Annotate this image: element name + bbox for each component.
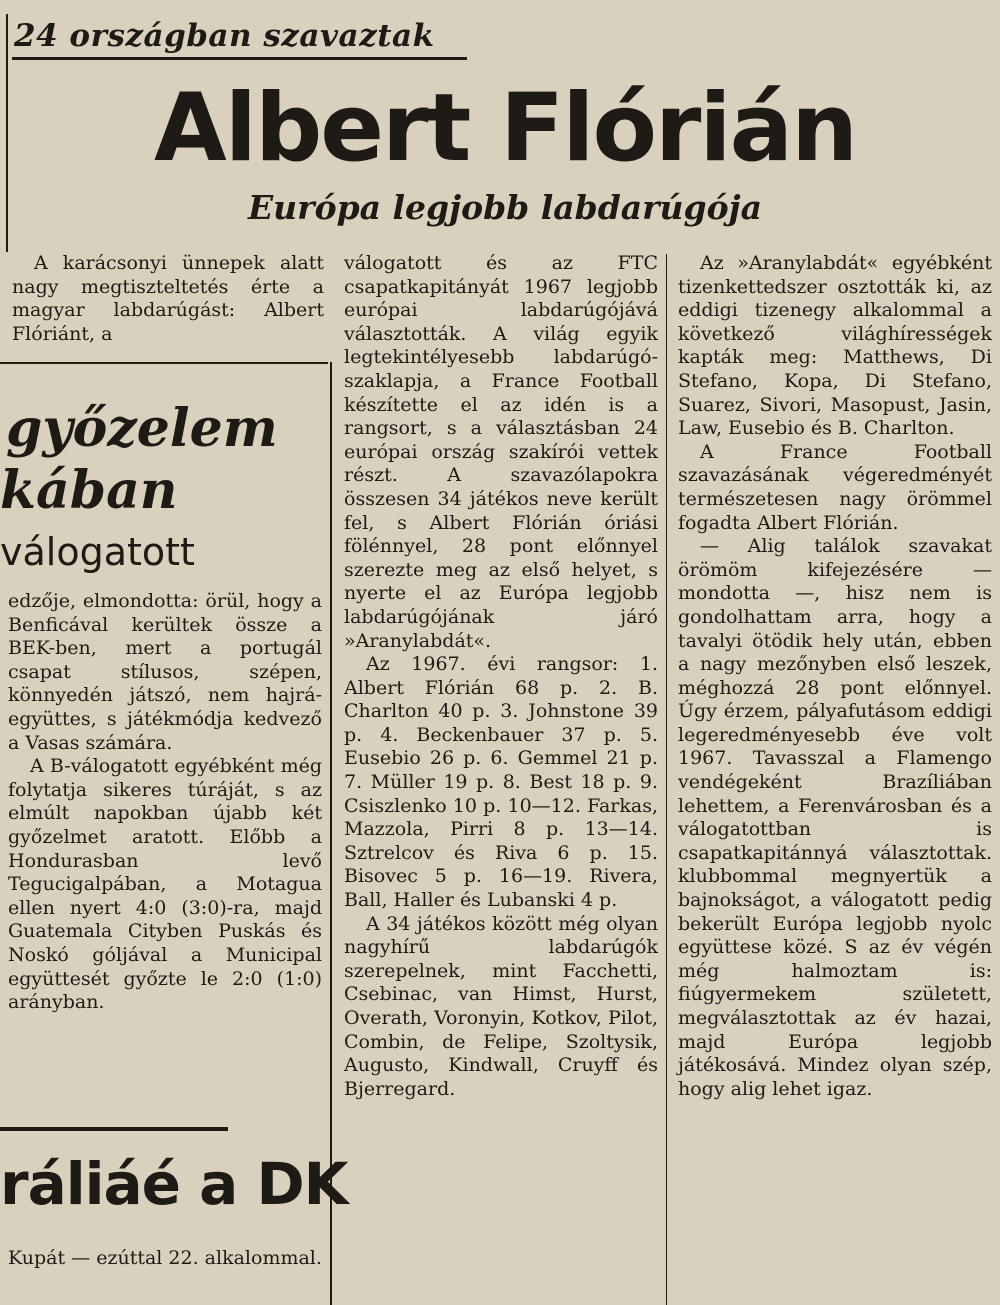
kicker-underline	[12, 57, 467, 60]
sidebar-subheading: válogatott	[0, 530, 195, 574]
intro-paragraph: A karácsonyi ünnepek alatt nagy megtiszteltetés érte a magyar labdarúgást: Albert Flóriánt, a	[12, 252, 324, 345]
sidebar-paragraph: A B-válogatott egyébként még folytatja sikeres túráját, s az elmúlt napokban újabb két győzelmet aratott. Előbb a Hondurasban levő Tegucigalpában, a Motagua ellen nyert 4:0 (3:0)-ra, majd Guatemala Cityben Puskás és Noskó góljával a Municipal együttesét győzte le 2:0 (1:0) arányban.	[8, 755, 322, 1014]
article-left-border	[6, 14, 8, 252]
kicker-headline: 24 országban szavaztak	[14, 18, 435, 54]
right-paragraph: — Alig találok szavakat örömöm kifejezésére — mondotta —, hisz nem is gondolhattam arra, hogy a tavalyi ötödik hely után, ebben a nagy mezőnyben első leszek, méghozzá 28 pont előnnyel. Úgy érzem, pályafutásom eddigi legeredményesebb éve volt 1967. Tavasszal a Flamengo vendégeként Brazíliában lehettem, a Ferenvárosban és a válogatottban is csapatkapitánnyá választottak. klubbommal megnyertük a bajnokságot, a válogatott pedig bekerült Európa legjobb nyolc együttese közé. S az év végén még halmoztam is: fiúgyermekem született, megválasztottak az év hazai, majd Európa legjobb játékosává. Mindez olyan szép, hogy alig lehet igaz.	[678, 535, 992, 1100]
right-paragraph: A France Football szavazásának végeredményét természetesen nagy örömmel fogadta Albert Flórián.	[678, 440, 992, 534]
sidebar-paragraph: Kupát — ezúttal 22. alkalommal.	[8, 1247, 322, 1269]
right-paragraph: Az »Aranylabdát« egyébként tizenkettedszer osztották ki, az eddigi tizenegy alkalommal a következő világhírességek kapták meg: Matthews, Di Stefano, Kopa, Di Stefano, Suarez, Sivori, Masopust, Jasin, Law, Eusebio és B. Charlton.	[678, 252, 992, 440]
sidebar-box-top-rule	[0, 362, 328, 364]
sidebar-heading-line1: győzelem	[6, 398, 278, 459]
sidebar-body	[8, 590, 322, 1015]
column-rule-middle-right	[666, 254, 667, 1305]
article-subheadline: Európa legjobb labdarúgója	[248, 188, 762, 227]
middle-paragraph: válogatott és az FTC csapatkapitányát 1967 legjobb európai labdarúgójává választották. A világ egyik legtekintélyesebb labdarúgó-szaklapja, a France Football készítette el az idén is a rangsort, s a választásban 24 európai ország szakírói vettek részt. A szavazólapokra összesen 34 játékos neve került fel, s Albert Flórián óriási fölénnyel, 28 pont előnnyel szerezte meg az első helyet, s nyerte el az Európa legjobb labdarúgójának járó »Aranylabdát«.	[344, 252, 658, 652]
sidebar-paragraph: edzője, elmondotta: örül, hogy a Benficával kerültek össze a BEK-ben, mert a portugál csapat stílusos, szépen, könnyedén játszó, nem hajrá-együttes, s játékmódja kedvező a Vasas számára.	[8, 590, 322, 754]
middle-column	[344, 252, 658, 1101]
article-headline: Albert Flórián	[154, 74, 856, 183]
middle-paragraph: Az 1967. évi rangsor: 1. Albert Flórián 68 p. 2. B. Charlton 40 p. 3. Johnstone 39 p. 4. Beckenbauer 37 p. 5. Eusebio 26 p. 6. Gemmel 21 p. 7. Müller 19 p. 8. Best 18 p. 9. Csiszlenko 10 p. 10—12. Farkas, Mazzola, Pirri 8 p. 13—14. Sztrelcov és Riva 6 p. 15. Bisovec 5 p. 16—19. Rivera, Ball, Haller és Lubanski 4 p.	[344, 653, 658, 912]
right-column	[678, 252, 992, 1101]
sidebar-separator	[0, 1127, 228, 1131]
sidebar-heading-line2: kában	[0, 460, 178, 521]
intro-column	[12, 252, 324, 346]
sidebar-second-heading: ráliáé a DK	[0, 1150, 348, 1218]
sidebar-second-body	[8, 1247, 322, 1271]
middle-paragraph: A 34 játékos között még olyan nagyhírű labdarúgók szerepelnek, mint Facchetti, Csebinac, van Himst, Hurst, Overath, Voronyin, Kotkov, Pilot, Combin, de Felipe, Szoltysik, Augusto, Kindwall, Cruyff és Bjerregard.	[344, 912, 658, 1100]
